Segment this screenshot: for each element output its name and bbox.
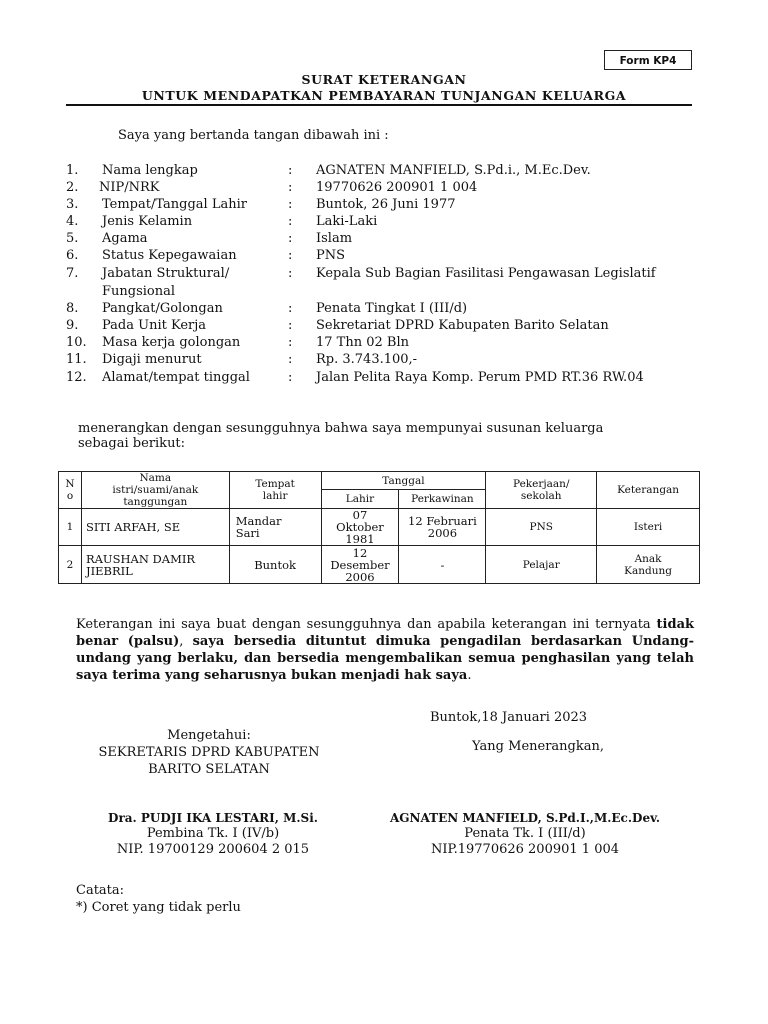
header-text: Nama: [139, 472, 172, 484]
acknowledged-label: Mengetahui:: [167, 728, 251, 743]
header-text: N: [65, 478, 75, 490]
identity-number: 12.: [66, 370, 87, 385]
cell-text: JIEBRIL: [85, 563, 133, 578]
signer-rank: Pembina Tk. I (IV/b): [146, 826, 280, 841]
declaration-line: sebagai berikut:: [78, 436, 186, 451]
identity-number: 10.: [66, 335, 87, 350]
title-underline: [66, 104, 692, 106]
identity-number: 9.: [66, 318, 79, 333]
identity-number: 11.: [66, 352, 87, 367]
form-code: Form KP4: [619, 55, 677, 67]
identity-row-status: [0, 248, 768, 265]
cell-remarks: Isteri: [597, 509, 700, 546]
identity-label: Jenis Kelamin: [102, 214, 193, 229]
identity-row-birth: [0, 197, 768, 214]
identity-row-name: [0, 163, 768, 180]
identity-number: 5.: [66, 231, 79, 246]
signer-nip: NIP.19770626 200901 1 004: [430, 842, 620, 857]
cell-text: Sari: [235, 526, 260, 540]
statement-text: Keterangan ini saya buat dengan sesungguhnya dan apabila keterangan ini ternyata: [76, 617, 657, 632]
header-birthplace: [229, 472, 321, 509]
identity-value: Laki-Laki: [316, 214, 378, 229]
header-name: [81, 472, 229, 509]
identity-row-position-cont: [0, 284, 768, 301]
acknowledgement-block: [76, 727, 342, 778]
statement-text: ,: [179, 634, 193, 649]
identity-row-gender: [0, 214, 768, 231]
identity-value: Islam: [316, 231, 353, 246]
notes-text: *) Coret yang tidak perlu: [76, 900, 241, 915]
colon: :: [288, 248, 293, 263]
identity-value: Kepala Sub Bagian Fasilitasi Pengawasan Legislatif: [316, 266, 656, 281]
document-title: SURAT KETERANGAN: [301, 72, 467, 87]
signature-left: [76, 810, 350, 858]
header-birth-date: Lahir: [321, 490, 399, 509]
identity-label: Masa kerja golongan: [102, 335, 241, 350]
signer-nip: NIP. 19700129 200604 2 015: [116, 842, 310, 857]
identity-value: 19770626 200901 1 004: [316, 180, 478, 195]
identity-number: 2.: [66, 180, 79, 195]
cell-text: Desember: [330, 557, 390, 572]
identity-row-rank: [0, 301, 768, 318]
table-row: [59, 546, 700, 584]
cell-occupation: Pelajar: [486, 546, 597, 584]
colon: :: [288, 266, 293, 281]
cell-text: Oktober: [336, 520, 384, 534]
identity-label: NIP/NRK: [99, 180, 160, 195]
place-date: Buntok,18 Januari 2023: [430, 710, 588, 725]
identity-label: Jabatan Struktural/: [102, 266, 230, 281]
identity-value: Jalan Pelita Raya Komp. Perum PMD RT.36 RW.04: [316, 370, 644, 385]
identity-label: Pada Unit Kerja: [102, 318, 207, 333]
document-subtitle: UNTUK MENDAPATKAN PEMBAYARAN TUNJANGAN KELUARGA: [141, 88, 627, 103]
identity-value: PNS: [316, 248, 346, 263]
header-text: Tempat: [255, 478, 295, 490]
header-no: [59, 472, 82, 509]
colon: :: [288, 231, 293, 246]
cell-text: 12: [352, 545, 368, 560]
colon: :: [288, 197, 293, 212]
notes: [76, 882, 241, 916]
identity-row-religion: [0, 231, 768, 248]
cell-text: 12 Februari: [408, 514, 477, 528]
identity-value: AGNATEN MANFIELD, S.Pd.i., M.Ec.Dev.: [316, 163, 591, 178]
identity-row-position: [0, 266, 768, 283]
statement-bold-text: tidak benar (palsu): [76, 617, 694, 649]
colon: :: [288, 370, 293, 385]
cell-occupation: PNS: [486, 509, 597, 546]
secretary-title: BARITO SELATAN: [148, 762, 270, 777]
cell-name: SITI ARFAH, SE: [81, 509, 229, 546]
cell-text: 07: [352, 508, 368, 522]
header-text: lahir: [262, 490, 288, 502]
identity-value: 17 Thn 02 Bln: [316, 335, 409, 350]
signer-name: AGNATEN MANFIELD, S.Pd.I.,M.Ec.Dev.: [389, 811, 661, 825]
statement-text: .: [467, 668, 472, 683]
identity-value: Sekretariat DPRD Kabupaten Barito Selatan: [316, 318, 609, 333]
cell-text: RAUSHAN DAMIR: [85, 551, 196, 566]
cell-name: [81, 546, 229, 584]
cell-text: 1981: [345, 532, 375, 546]
identity-value: Penata Tingkat I (III/d): [316, 301, 468, 316]
identity-label: Status Kepegawaian: [102, 248, 237, 263]
identity-value: Rp. 3.743.100,-: [316, 352, 418, 367]
table-header-row: [59, 472, 700, 490]
cell-text: 2006: [427, 526, 458, 540]
cell-birth-date: [321, 546, 399, 584]
identity-label: Tempat/Tanggal Lahir: [102, 197, 247, 212]
cell-text: Anak: [634, 552, 662, 565]
identity-number: 7.: [66, 266, 79, 281]
family-declaration: [78, 421, 684, 451]
identity-label-continuation: Fungsional: [102, 284, 176, 299]
notes-label: Catata:: [76, 883, 125, 898]
colon: :: [288, 301, 293, 316]
statement-bold-text: saya bersedia dituntut dimuka pengadilan berdasarkan Undang-undang yang berlaku, dan bersedia mengembalikan semua penghasilan yang telah saya terima yang seharusnya bukan menjadi hak saya: [76, 634, 694, 683]
header-occupation: [486, 472, 597, 509]
declaration-line: menerangkan dengan sesungguhnya bahwa saya mempunyai susunan keluarga: [78, 421, 604, 436]
header-marriage-date: Perkawinan: [399, 490, 486, 509]
colon: :: [288, 214, 293, 229]
colon: :: [288, 180, 293, 195]
colon: :: [288, 318, 293, 333]
cell-birthplace: Buntok: [229, 546, 321, 584]
colon: :: [288, 352, 293, 367]
signer-name: Dra. PUDJI IKA LESTARI, M.Si.: [108, 811, 318, 825]
colon: :: [288, 163, 293, 178]
identity-label: Alamat/tempat tinggal: [102, 370, 250, 385]
header-text: istri/suami/anak: [112, 484, 199, 496]
cell-birthplace: [229, 509, 321, 546]
cell-text: 2006: [345, 569, 375, 584]
declarant-label: Yang Menerangkan,: [471, 739, 604, 754]
signer-rank: Penata Tk. I (III/d): [464, 826, 586, 841]
table-row: [59, 509, 700, 546]
identity-label: Nama lengkap: [102, 163, 198, 178]
form-code-box: [604, 50, 692, 70]
cell-text: Mandar: [235, 514, 282, 528]
identity-value: Buntok, 26 Juni 1977: [316, 197, 456, 212]
secretary-title: SEKRETARIS DPRD KABUPATEN: [98, 745, 320, 760]
identity-row-unit: [0, 318, 768, 335]
header-remarks: Keterangan: [597, 472, 700, 509]
header-text: tanggungan: [123, 496, 188, 508]
signature-right: [360, 810, 690, 858]
identity-label: Digaji menurut: [102, 352, 202, 367]
statement-paragraph: [76, 616, 694, 684]
header-text: Pekerjaan/: [513, 478, 570, 490]
header-date: Tanggal: [321, 472, 486, 490]
cell-remarks: [597, 546, 700, 584]
identity-number: 4.: [66, 214, 79, 229]
identity-number: 8.: [66, 301, 79, 316]
cell-no: 2: [59, 546, 82, 584]
identity-row-salary: [0, 352, 768, 369]
cell-no: 1: [59, 509, 82, 546]
identity-row-nip: [0, 180, 768, 197]
family-table: [58, 471, 700, 584]
intro-text: Saya yang bertanda tangan dibawah ini :: [118, 128, 389, 143]
identity-number: 3.: [66, 197, 79, 212]
identity-row-address: [0, 370, 768, 387]
identity-number: 6.: [66, 248, 79, 263]
colon: :: [288, 335, 293, 350]
cell-marriage-date: -: [399, 546, 486, 584]
header-text: sekolah: [520, 490, 562, 502]
header-text: o: [66, 490, 74, 502]
identity-number: 1.: [66, 163, 79, 178]
cell-marriage-date: [399, 509, 486, 546]
identity-row-tenure: [0, 335, 768, 352]
identity-label: Agama: [102, 231, 148, 246]
cell-text: Kandung: [624, 564, 672, 577]
cell-birth-date: [321, 509, 399, 546]
identity-label: Pangkat/Golongan: [102, 301, 223, 316]
